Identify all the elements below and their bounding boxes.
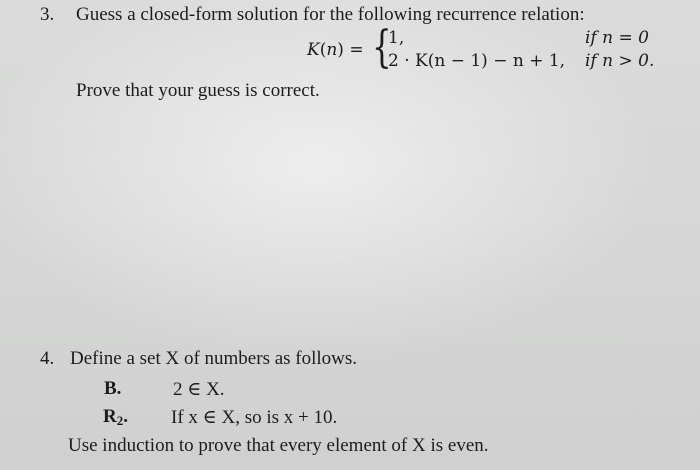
left-brace: {	[372, 22, 392, 73]
recurrence-lhs: K(n) =	[307, 40, 364, 60]
rule-b-text: 2 ∈ X.	[173, 379, 225, 400]
problem-4-statement: Define a set X of numbers as follows.	[70, 348, 358, 369]
rule-r2-text: If x ∈ X, so is x + 10.	[171, 407, 338, 428]
problem-4-number: 4.	[40, 348, 55, 369]
case-1-value: 1,	[388, 28, 405, 48]
rule-b-label: B.	[104, 378, 122, 399]
problem-3-statement: Guess a closed-form solution for the following recurrence relation:	[76, 4, 585, 25]
problem-3-prove-instruction: Prove that your guess is correct.	[76, 80, 320, 101]
problem-3-number: 3.	[40, 4, 55, 25]
case-1-condition: if n = 0	[585, 28, 649, 48]
problem-4-conclusion: Use induction to prove that every element of X is even.	[68, 435, 489, 456]
case-2-value: 2 · K(n − 1) − n + 1,	[388, 51, 566, 71]
rule-r2-label: $R_2$.	[103, 406, 128, 428]
case-2-condition: if n > 0.	[585, 51, 655, 71]
